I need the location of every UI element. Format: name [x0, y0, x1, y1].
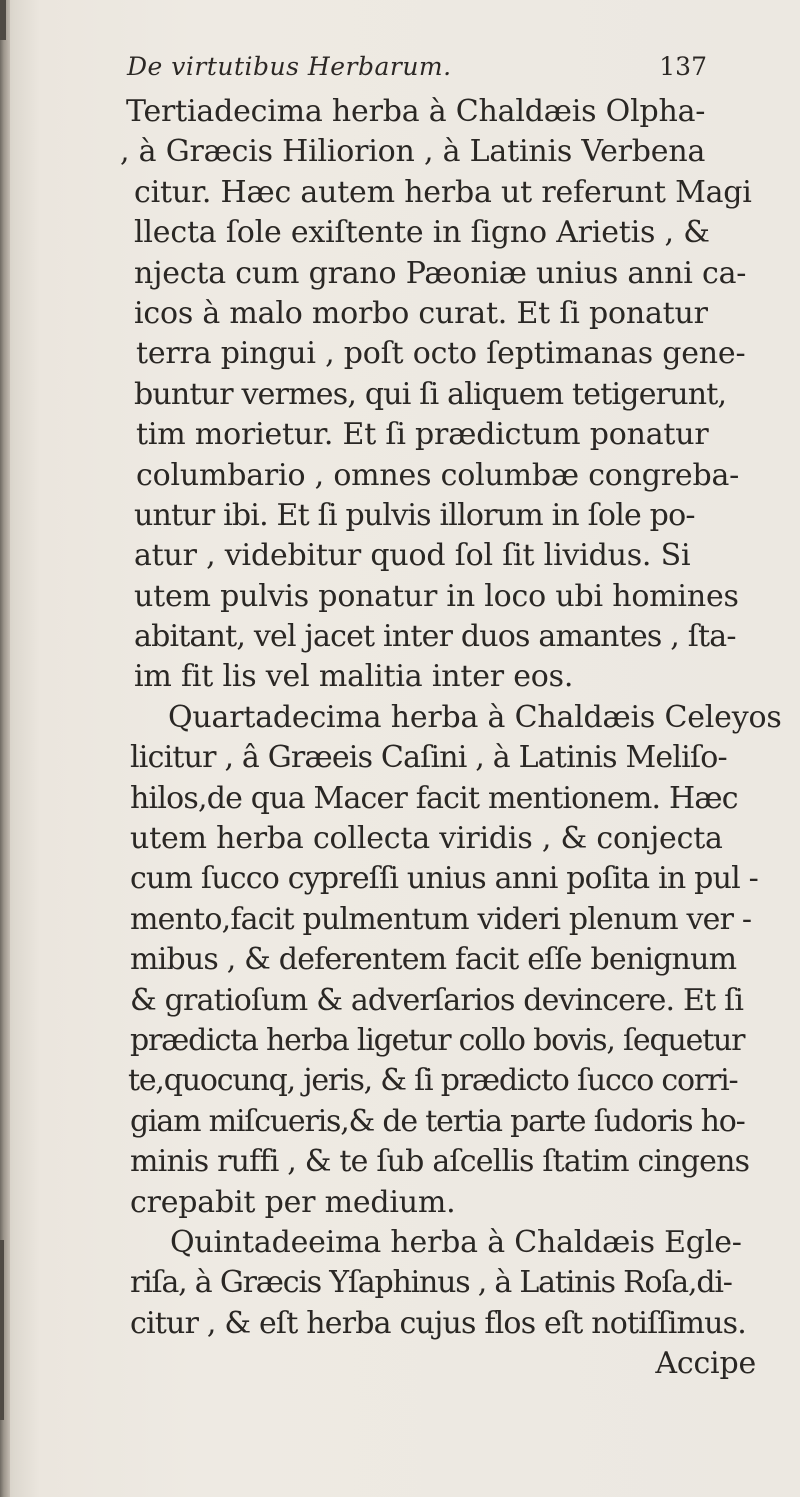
- page-header: [127, 52, 707, 88]
- page-number: 137: [659, 52, 707, 81]
- text-line: & gratioſum & adverſarios devincere. Et ſi: [130, 982, 744, 1018]
- text-line: hilos,de qua Macer facit mentionem. Hæc: [130, 780, 738, 816]
- text-line: te,quocunq, jeris, & ſi prædicto ſucco corri-: [128, 1063, 738, 1099]
- text-line: citur. Hæc autem herba ut referunt Magi: [134, 174, 752, 210]
- text-line: im fit lis vel malitia inter eos.: [134, 659, 574, 695]
- text-line: mibus , & deferentem facit eſſe benignum: [130, 942, 737, 978]
- text-line: riſa, à Græcis Yſaphinus , à Latinis Roſa,di-: [130, 1265, 732, 1301]
- text-line: terra pingui , poſt octo ſeptimanas gene-: [136, 336, 746, 372]
- text-line: untur ibi. Et ſi pulvis illorum in ſole po-: [134, 497, 695, 533]
- gutter-mark: [0, 1240, 4, 1420]
- text-line: njecta cum grano Pæoniæ unius anni ca-: [134, 255, 747, 291]
- body-text: [116, 92, 782, 1385]
- text-line: tim morietur. Et ſi prædictum ponatur: [136, 417, 709, 453]
- text-line: Quintadeeima herba à Chaldæis Egle-: [170, 1224, 742, 1260]
- text-line: buntur vermes, qui ſi aliquem tetigerunt,: [134, 376, 727, 412]
- text-line: prædicta herba ligetur collo bovis, ſequetur: [130, 1022, 745, 1058]
- text-line: giam miſcueris,& de tertia parte ſudoris ho-: [130, 1103, 745, 1139]
- text-line: llecta ſole exiſtente in ſigno Arietis , &: [134, 215, 710, 251]
- text-line: columbario , omnes columbæ congreba-: [136, 457, 740, 493]
- text-line: utem herba collecta viridis , & conjecta: [130, 821, 723, 857]
- text-line: Tertiadecima herba à Chaldæis Olpha-: [126, 94, 706, 129]
- text-line: cum ſucco cypreſſi unius anni poſita in pul -: [130, 861, 758, 897]
- running-title: De virtutibus Herbarum.: [127, 52, 452, 81]
- text-line: licitur , â Græeis Caſini , à Latinis Meliſo-: [130, 740, 727, 776]
- text-line: atur , videbitur quod ſol ſit lividus. Si: [134, 538, 691, 574]
- text-line: citur , & eſt herba cujus flos eſt notiſſimus.: [130, 1305, 747, 1341]
- text-line: crepabit per medium.: [130, 1184, 456, 1220]
- text-line: abitant, vel jacet inter duos amantes , ſta-: [134, 619, 736, 655]
- text-line: mento,facit pulmentum videri plenum ver -: [130, 901, 752, 937]
- gutter-mark: [0, 0, 6, 40]
- text-line: minis ruffi , & te ſub aſcellis ſtatim cingens: [130, 1144, 750, 1180]
- text-line: icos à malo morbo curat. Et ſi ponatur: [134, 295, 708, 331]
- text-line: utem pulvis ponatur in loco ubi homines: [134, 578, 739, 614]
- catchword: Accipe: [655, 1346, 756, 1382]
- text-line: , à Græcis Hiliorion , à Latinis Verbena: [120, 134, 706, 170]
- text-line: Quartadecima herba à Chaldæis Celeyos: [168, 699, 782, 735]
